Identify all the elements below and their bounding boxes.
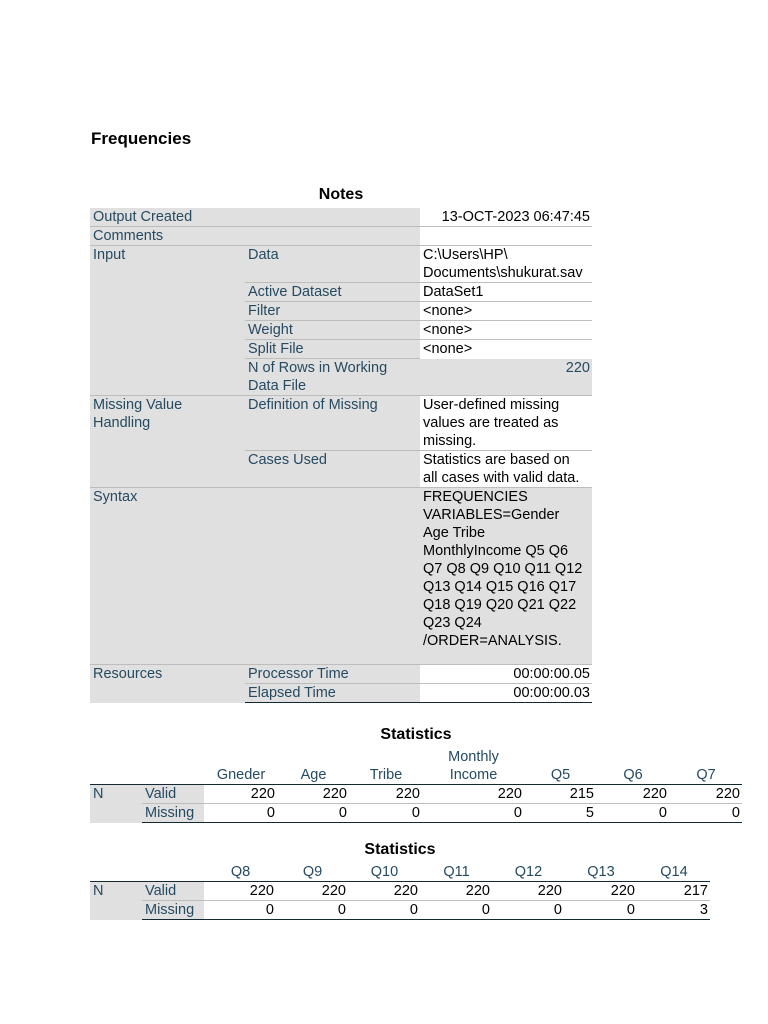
stats1-corner [90, 748, 142, 785]
stats2-corner [90, 863, 142, 882]
stat-cell: 220 [204, 882, 276, 901]
missing-label-line2: Handling [93, 415, 151, 431]
notes-value-filter: <none> [420, 302, 592, 321]
notes-label-filter: Filter [245, 302, 420, 321]
col-header: Q13 [587, 864, 615, 880]
notes-value-elapsed-time: 00:00:00.03 [420, 684, 592, 703]
notes-value-cases-used [420, 451, 592, 488]
notes-label-n-rows [245, 359, 420, 396]
col-header: Q10 [370, 864, 399, 880]
notes-table [90, 208, 592, 703]
col-header: Q14 [660, 864, 688, 880]
page-title: Frequencies [91, 129, 192, 148]
notes-label-missing-handling [90, 396, 245, 488]
row-label-n: N [90, 785, 142, 823]
syntax-line: Q23 Q24 [423, 615, 482, 631]
missing-label-line1: Missing Value [93, 397, 183, 413]
stat-cell: 0 [204, 804, 277, 823]
notes-label-resources: Resources [90, 665, 245, 703]
notes-value-data [420, 246, 592, 283]
stat-cell: 0 [596, 804, 669, 823]
notes-label-split-file: Split File [245, 340, 420, 359]
stat-cell: 217 [637, 882, 710, 901]
stats1-valid-row [90, 785, 742, 804]
notes-row-processor-time [90, 665, 592, 684]
syntax-line: Q13 Q14 Q15 Q16 Q17 [423, 579, 577, 595]
notes-value-active-dataset: DataSet1 [420, 283, 592, 302]
row-label-valid: Valid [142, 785, 204, 804]
notes-value-n-rows: 220 [420, 359, 592, 396]
row-label-missing: Missing [142, 804, 204, 823]
col-header: Gneder [216, 767, 266, 783]
stat-cell: 0 [669, 804, 742, 823]
col-header: Q7 [696, 767, 716, 783]
stat-cell: 220 [348, 882, 420, 901]
stats2-valid-row [90, 882, 710, 901]
syntax-line: VARIABLES=Gender [423, 507, 560, 523]
stat-cell: 0 [277, 804, 349, 823]
col-header: Q11 [443, 864, 470, 880]
notes-label-definition-missing: Definition of Missing [245, 396, 420, 451]
col-header: Q5 [550, 767, 571, 783]
stats2-table [90, 863, 710, 920]
definition-line1: User-defined missing [423, 397, 560, 413]
stats2-missing-row [90, 901, 710, 920]
notes-label-weight: Weight [245, 321, 420, 340]
n-rows-label-line1: N of Rows in Working [248, 360, 388, 376]
stat-cell: 220 [422, 785, 524, 804]
col-header: Q12 [514, 864, 543, 880]
syntax-line: Age Tribe [423, 525, 486, 541]
notes-row-syntax [90, 488, 592, 665]
data-path-line1: C:\Users\HP\ [423, 247, 508, 263]
notes-row-comments [90, 227, 592, 246]
stat-cell: 220 [596, 785, 669, 804]
stat-cell: 5 [524, 804, 596, 823]
stat-cell: 3 [637, 901, 710, 920]
stat-cell: 220 [492, 882, 564, 901]
row-label-n: N [90, 882, 142, 920]
definition-line3: missing. [423, 433, 477, 449]
notes-label-processor-time: Processor Time [245, 665, 420, 684]
cases-used-line1: Statistics are based on [423, 452, 570, 468]
notes-row-input-data [90, 246, 592, 283]
col-header [422, 748, 524, 785]
notes-value-syntax [420, 488, 592, 665]
stat-cell: 220 [277, 785, 349, 804]
col-header: Tribe [369, 767, 403, 783]
syntax-line: Q7 Q8 Q9 Q10 Q11 Q12 [423, 561, 583, 577]
notes-label-elapsed-time: Elapsed Time [245, 684, 420, 703]
stat-cell: 220 [564, 882, 637, 901]
notes-value-weight: <none> [420, 321, 592, 340]
notes-value-output-created: 13-OCT-2023 06:47:45 [420, 208, 592, 227]
stats1-corner [142, 748, 204, 785]
stat-cell: 220 [276, 882, 348, 901]
notes-value-definition-missing [420, 396, 592, 451]
col-header: Q9 [302, 864, 323, 880]
notes-title: Notes [318, 186, 364, 203]
col-header: Age [300, 767, 327, 783]
n-rows-label-line2: Data File [248, 378, 307, 394]
row-label-valid: Valid [142, 882, 204, 901]
notes-label-cases-used: Cases Used [245, 451, 420, 488]
stats2-corner [142, 863, 204, 882]
stats1-missing-row [90, 804, 742, 823]
definition-line2: values are treated as [423, 415, 559, 431]
stat-cell: 0 [420, 901, 492, 920]
syntax-line: /ORDER=ANALYSIS. [423, 633, 562, 649]
notes-row-definition-missing [90, 396, 592, 451]
cases-used-line2: all cases with valid data. [423, 470, 580, 486]
col-header: Q6 [623, 767, 643, 783]
syntax-line: Q18 Q19 Q20 Q21 Q22 [423, 597, 577, 613]
stat-cell: 220 [349, 785, 422, 804]
col-header-line1: Monthly [448, 749, 499, 765]
stat-cell: 0 [276, 901, 348, 920]
stat-cell: 0 [492, 901, 564, 920]
notes-label-output-created: Output Created [90, 208, 420, 227]
stats2-title: Statistics [364, 841, 436, 858]
stats1-header-row [90, 748, 742, 785]
stat-cell: 220 [420, 882, 492, 901]
syntax-line: MonthlyIncome Q5 Q6 [423, 543, 569, 559]
notes-label-comments: Comments [90, 227, 420, 246]
col-header-line2: Income [449, 767, 498, 783]
stat-cell: 0 [349, 804, 422, 823]
stat-cell: 0 [422, 804, 524, 823]
stats2-header-row [90, 863, 710, 882]
notes-label-active-dataset: Active Dataset [245, 283, 420, 302]
stat-cell: 0 [204, 901, 276, 920]
notes-label-syntax: Syntax [90, 488, 420, 665]
notes-label-input: Input [90, 246, 245, 396]
notes-value-comments [420, 227, 592, 246]
stat-cell: 0 [348, 901, 420, 920]
stat-cell: 220 [669, 785, 742, 804]
stats1-title: Statistics [380, 726, 452, 743]
data-path-line2: Documents\shukurat.sav [423, 265, 583, 281]
stat-cell: 215 [524, 785, 596, 804]
col-header: Q8 [230, 864, 251, 880]
syntax-line: FREQUENCIES [423, 489, 528, 505]
notes-value-processor-time: 00:00:00.05 [420, 665, 592, 684]
stats1-table [90, 748, 742, 823]
stat-cell: 0 [564, 901, 637, 920]
row-label-missing: Missing [142, 901, 204, 920]
notes-value-split-file: <none> [420, 340, 592, 359]
notes-label-data: Data [245, 246, 420, 283]
notes-row-output-created [90, 208, 592, 227]
stat-cell: 220 [204, 785, 277, 804]
